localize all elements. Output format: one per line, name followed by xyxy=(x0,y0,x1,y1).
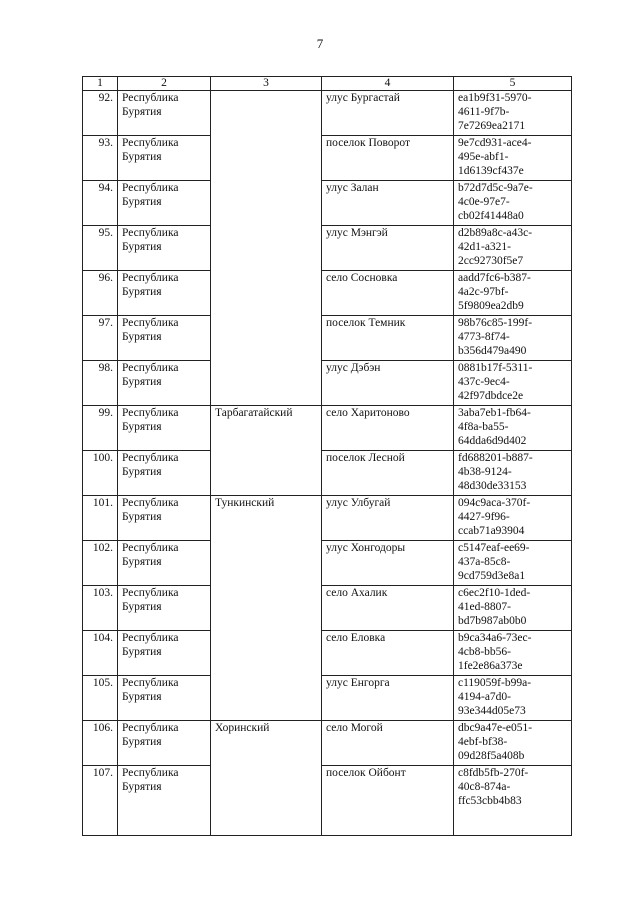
table-body xyxy=(83,91,572,836)
guid-line: d2b89a8c-a43c- xyxy=(458,227,533,239)
table-row xyxy=(83,136,572,181)
settlement-cell: улус Енгорга xyxy=(322,676,454,721)
guid-cell xyxy=(454,451,572,496)
region-line: Бурятия xyxy=(122,511,162,523)
column-header-2: 2 xyxy=(118,77,211,91)
guid-line: c119059f-b99a- xyxy=(458,677,532,689)
table-row xyxy=(83,451,572,496)
guid-line: 64dda6d9d402 xyxy=(458,435,527,447)
region-line: Бурятия xyxy=(122,736,162,748)
region-line: Бурятия xyxy=(122,241,162,253)
region-line: Республика xyxy=(122,182,179,194)
settlement-cell: поселок Ойбонт xyxy=(322,766,454,836)
column-header-1: 1 xyxy=(83,77,118,91)
settlement-cell: село Ахалик xyxy=(322,586,454,631)
row-number: 92. xyxy=(83,91,118,136)
region-line: Бурятия xyxy=(122,286,162,298)
guid-line: 094c9aca-370f- xyxy=(458,497,531,509)
region-cell xyxy=(118,226,211,271)
column-header-4: 4 xyxy=(322,77,454,91)
guid-line: 98b76c85-199f- xyxy=(458,317,533,329)
region-line: Бурятия xyxy=(122,331,162,343)
column-header-5: 5 xyxy=(454,77,572,91)
row-number: 95. xyxy=(83,226,118,271)
guid-line: 1d6139cf437e xyxy=(458,165,524,177)
guid-line: 4c0e-97e7- xyxy=(458,196,510,208)
guid-cell xyxy=(454,541,572,586)
settlement-cell: улус Бургастай xyxy=(322,91,454,136)
guid-line: 495e-abf1- xyxy=(458,151,509,163)
guid-line: dbc9a47e-e051- xyxy=(458,722,533,734)
guid-line: 09d28f5a408b xyxy=(458,750,525,762)
table-row xyxy=(83,496,572,541)
region-line: Бурятия xyxy=(122,196,162,208)
table-row xyxy=(83,766,572,836)
guid-cell xyxy=(454,91,572,136)
guid-cell xyxy=(454,406,572,451)
region-line: Бурятия xyxy=(122,646,162,658)
row-number: 94. xyxy=(83,181,118,226)
region-cell xyxy=(118,586,211,631)
region-line: Республика xyxy=(122,452,179,464)
guid-line: 93e344d05e73 xyxy=(458,705,526,717)
settlement-cell: поселок Темник xyxy=(322,316,454,361)
guid-line: 4427-9f96- xyxy=(458,511,510,523)
guid-cell xyxy=(454,586,572,631)
region-line: Республика xyxy=(122,92,179,104)
guid-line: 437a-85c8- xyxy=(458,556,511,568)
table-row xyxy=(83,721,572,766)
region-cell xyxy=(118,136,211,181)
row-number: 107. xyxy=(83,766,118,836)
row-number: 101. xyxy=(83,496,118,541)
guid-line: 1fe2e86a373e xyxy=(458,660,523,672)
guid-line: bd7b987ab0b0 xyxy=(458,615,527,627)
guid-line: b72d7d5c-9a7e- xyxy=(458,182,533,194)
guid-line: ccab71a93904 xyxy=(458,525,525,537)
guid-cell xyxy=(454,676,572,721)
guid-line: 3aba7eb1-fb64- xyxy=(458,407,531,419)
region-line: Республика xyxy=(122,362,179,374)
table-row xyxy=(83,631,572,676)
table-row xyxy=(83,676,572,721)
guid-line: 4611-9f7b- xyxy=(458,106,510,118)
region-line: Бурятия xyxy=(122,556,162,568)
table-row xyxy=(83,361,572,406)
region-cell xyxy=(118,361,211,406)
guid-line: aadd7fc6-b387- xyxy=(458,272,531,284)
region-line: Республика xyxy=(122,677,179,689)
region-cell xyxy=(118,91,211,136)
table-row xyxy=(83,406,572,451)
guid-line: fd688201-b887- xyxy=(458,452,533,464)
guid-cell xyxy=(454,631,572,676)
region-line: Республика xyxy=(122,542,179,554)
region-line: Бурятия xyxy=(122,151,162,163)
guid-line: ea1b9f31-5970- xyxy=(458,92,532,104)
district-cell: Тункинский xyxy=(211,496,322,721)
guid-line: 4773-8f74- xyxy=(458,331,510,343)
region-line: Республика xyxy=(122,137,179,149)
guid-line: 42d1-a321- xyxy=(458,241,512,253)
page-number: 7 xyxy=(316,36,324,51)
column-header-3: 3 xyxy=(211,77,322,91)
region-line: Бурятия xyxy=(122,781,162,793)
guid-cell xyxy=(454,721,572,766)
table-header xyxy=(83,77,572,91)
region-line: Республика xyxy=(122,272,179,284)
region-cell xyxy=(118,496,211,541)
region-cell xyxy=(118,271,211,316)
guid-line: 40c8-874a- xyxy=(458,781,511,793)
settlement-cell: улус Залан xyxy=(322,181,454,226)
region-line: Бурятия xyxy=(122,601,162,613)
guid-line: 9cd759d3e8a1 xyxy=(458,570,526,582)
region-cell xyxy=(118,451,211,496)
region-cell xyxy=(118,721,211,766)
guid-line: b9ca34a6-73ec- xyxy=(458,632,532,644)
guid-line: c8fdb5fb-270f- xyxy=(458,767,529,779)
region-line: Республика xyxy=(122,407,179,419)
row-number: 102. xyxy=(83,541,118,586)
guid-line: 42f97dbdce2e xyxy=(458,390,524,402)
region-line: Республика xyxy=(122,227,179,239)
region-line: Республика xyxy=(122,317,179,329)
region-cell xyxy=(118,181,211,226)
header-row xyxy=(83,77,572,91)
guid-cell xyxy=(454,496,572,541)
guid-line: 4f8a-ba55- xyxy=(458,421,509,433)
guid-cell xyxy=(454,766,572,836)
row-number: 105. xyxy=(83,676,118,721)
table-row xyxy=(83,181,572,226)
table-row xyxy=(83,271,572,316)
region-cell xyxy=(118,316,211,361)
region-line: Республика xyxy=(122,632,179,644)
region-line: Республика xyxy=(122,722,179,734)
guid-line: 0881b17f-5311- xyxy=(458,362,533,374)
guid-line: 4a2c-97bf- xyxy=(458,286,509,298)
settlement-cell: улус Хонгодоры xyxy=(322,541,454,586)
row-number: 106. xyxy=(83,721,118,766)
guid-cell xyxy=(454,361,572,406)
row-number: 103. xyxy=(83,586,118,631)
guid-line: 9e7cd931-ace4- xyxy=(458,137,532,149)
settlement-cell: поселок Лесной xyxy=(322,451,454,496)
guid-cell xyxy=(454,181,572,226)
settlement-cell: село Сосновка xyxy=(322,271,454,316)
row-number: 99. xyxy=(83,406,118,451)
region-line: Бурятия xyxy=(122,466,162,478)
district-cell: Хоринский xyxy=(211,721,322,836)
region-cell xyxy=(118,406,211,451)
table-row xyxy=(83,586,572,631)
guid-line: c6ec2f10-1ded- xyxy=(458,587,531,599)
table-row xyxy=(83,91,572,136)
guid-line: 41ed-8807- xyxy=(458,601,512,613)
district-cell: Тарбагатайский xyxy=(211,406,322,496)
settlements-table xyxy=(82,76,572,836)
region-line: Республика xyxy=(122,497,179,509)
row-number: 100. xyxy=(83,451,118,496)
guid-cell xyxy=(454,271,572,316)
region-cell xyxy=(118,676,211,721)
settlement-cell: село Могой xyxy=(322,721,454,766)
guid-line: 4cb8-bb56- xyxy=(458,646,512,658)
settlement-cell: улус Мэнгэй xyxy=(322,226,454,271)
guid-line: cb02f41448a0 xyxy=(458,210,524,222)
region-cell xyxy=(118,541,211,586)
row-number: 98. xyxy=(83,361,118,406)
settlement-cell: село Еловка xyxy=(322,631,454,676)
settlement-cell: улус Улбугай xyxy=(322,496,454,541)
guid-line: 4ebf-bf38- xyxy=(458,736,508,748)
district-cell xyxy=(211,91,322,406)
row-number: 104. xyxy=(83,631,118,676)
region-line: Бурятия xyxy=(122,376,162,388)
guid-line: 4b38-9124- xyxy=(458,466,512,478)
region-line: Бурятия xyxy=(122,421,162,433)
guid-line: b356d479a490 xyxy=(458,345,527,357)
guid-line: 7e7269ea2171 xyxy=(458,120,526,132)
table-row xyxy=(83,226,572,271)
row-number: 93. xyxy=(83,136,118,181)
guid-line: 5f9809ea2db9 xyxy=(458,300,524,312)
region-line: Бурятия xyxy=(122,106,162,118)
guid-line: 2cc92730f5e7 xyxy=(458,255,524,267)
row-number: 96. xyxy=(83,271,118,316)
guid-cell xyxy=(454,136,572,181)
table-row xyxy=(83,541,572,586)
region-cell xyxy=(118,766,211,836)
guid-line: ffc53cbb4b83 xyxy=(458,795,522,807)
guid-line: c5147eaf-ee69- xyxy=(458,542,530,554)
guid-line: 48d30de33153 xyxy=(458,480,527,492)
settlement-cell: село Харитоново xyxy=(322,406,454,451)
region-line: Республика xyxy=(122,767,179,779)
table-row xyxy=(83,316,572,361)
region-line: Бурятия xyxy=(122,691,162,703)
region-line: Республика xyxy=(122,587,179,599)
guid-line: 4194-a7d0- xyxy=(458,691,512,703)
settlement-cell: поселок Поворот xyxy=(322,136,454,181)
region-cell xyxy=(118,631,211,676)
guid-cell xyxy=(454,316,572,361)
guid-line: 437c-9ec4- xyxy=(458,376,510,388)
settlement-cell: улус Дэбэн xyxy=(322,361,454,406)
guid-cell xyxy=(454,226,572,271)
row-number: 97. xyxy=(83,316,118,361)
